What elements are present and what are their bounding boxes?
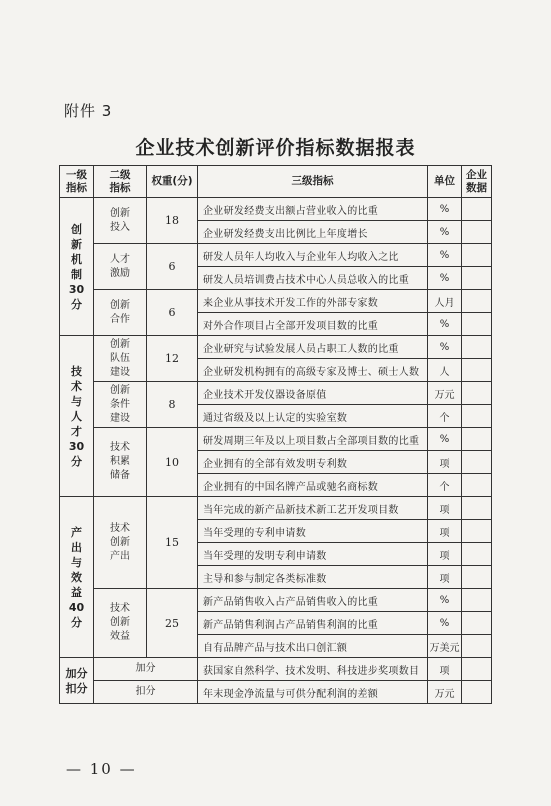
indicator-cell: 企业研发经费支出比例比上年度增长 xyxy=(198,221,428,244)
indicator-cell: 研发人员年人均收入与企业年人均收入之比 xyxy=(198,244,428,267)
data-cell xyxy=(462,382,492,405)
unit-cell: 万元 xyxy=(428,382,462,405)
weight-cell: 8 xyxy=(147,382,198,428)
data-cell xyxy=(462,428,492,451)
unit-cell: % xyxy=(428,198,462,221)
data-cell xyxy=(462,244,492,267)
unit-cell: 项 xyxy=(428,658,462,681)
indicator-cell: 获国家自然科学、技术发明、科技进步奖项数目 xyxy=(198,658,428,681)
unit-cell: % xyxy=(428,589,462,612)
weight-cell: 18 xyxy=(147,198,198,244)
level2-cell: 技术 积累 储备 xyxy=(94,428,147,497)
indicator-cell: 研发人员培训费占技术中心人员总收入的比重 xyxy=(198,267,428,290)
unit-cell: % xyxy=(428,313,462,336)
indicator-cell: 研发周期三年及以上项目数占全部项目数的比重 xyxy=(198,428,428,451)
unit-cell: 个 xyxy=(428,474,462,497)
level1-cell: 加分 扣分 xyxy=(60,658,94,704)
data-cell xyxy=(462,543,492,566)
indicator-cell: 当年完成的新产品新技术新工艺开发项目数 xyxy=(198,497,428,520)
header-data: 企业 数据 xyxy=(462,166,492,198)
unit-cell: 项 xyxy=(428,451,462,474)
level1-cell: 产 出 与 效 益 40 分 xyxy=(60,497,94,658)
level1-cell: 创 新 机 制 30 分 xyxy=(60,198,94,336)
data-cell xyxy=(462,635,492,658)
header-row xyxy=(60,166,492,198)
header-unit: 单位 xyxy=(428,166,462,198)
data-cell xyxy=(462,451,492,474)
indicator-table xyxy=(59,165,492,704)
level2-cell: 技术 创新 产出 xyxy=(94,497,147,589)
data-cell xyxy=(462,359,492,382)
unit-cell: % xyxy=(428,612,462,635)
table-row xyxy=(60,244,492,267)
level2-cell: 技术 创新 效益 xyxy=(94,589,147,658)
unit-cell: 万美元 xyxy=(428,635,462,658)
unit-cell: 个 xyxy=(428,405,462,428)
data-cell xyxy=(462,267,492,290)
data-cell xyxy=(462,221,492,244)
indicator-cell: 年末现金净流量与可供分配利润的差额 xyxy=(198,681,428,704)
unit-cell: 项 xyxy=(428,497,462,520)
indicator-cell: 企业研发经费支出额占营业收入的比重 xyxy=(198,198,428,221)
table-row xyxy=(60,658,492,681)
unit-cell: % xyxy=(428,336,462,359)
bonus-label-cell: 扣分 xyxy=(94,681,198,704)
weight-cell: 10 xyxy=(147,428,198,497)
level1-cell: 技 术 与 人 才 30 分 xyxy=(60,336,94,497)
indicator-cell: 当年受理的发明专利申请数 xyxy=(198,543,428,566)
header-level2: 二级 指标 xyxy=(94,166,147,198)
data-cell xyxy=(462,612,492,635)
data-cell xyxy=(462,658,492,681)
indicator-cell: 来企业从事技术开发工作的外部专家数 xyxy=(198,290,428,313)
unit-cell: 项 xyxy=(428,520,462,543)
header-level3: 三级指标 xyxy=(198,166,428,198)
table-row xyxy=(60,589,492,612)
unit-cell: % xyxy=(428,267,462,290)
header-level1: 一级 指标 xyxy=(60,166,94,198)
table-row xyxy=(60,428,492,451)
data-cell xyxy=(462,405,492,428)
table-row xyxy=(60,681,492,704)
indicator-cell: 当年受理的专利申请数 xyxy=(198,520,428,543)
indicator-cell: 新产品销售利润占产品销售利润的比重 xyxy=(198,612,428,635)
data-cell xyxy=(462,520,492,543)
indicator-cell: 企业研究与试验发展人员占职工人数的比重 xyxy=(198,336,428,359)
data-cell xyxy=(462,290,492,313)
table-row xyxy=(60,290,492,313)
data-cell xyxy=(462,497,492,520)
table-row xyxy=(60,336,492,359)
unit-cell: % xyxy=(428,221,462,244)
unit-cell: % xyxy=(428,428,462,451)
weight-cell: 6 xyxy=(147,290,198,336)
indicator-cell: 新产品销售收入占产品销售收入的比重 xyxy=(198,589,428,612)
indicator-cell: 自有品牌产品与技术出口创汇额 xyxy=(198,635,428,658)
weight-cell: 12 xyxy=(147,336,198,382)
level2-cell: 创新 合作 xyxy=(94,290,147,336)
table-row xyxy=(60,497,492,520)
indicator-cell: 对外合作项目占全部开发项目数的比重 xyxy=(198,313,428,336)
level2-cell: 创新 投入 xyxy=(94,198,147,244)
weight-cell: 25 xyxy=(147,589,198,658)
unit-cell: 万元 xyxy=(428,681,462,704)
data-cell xyxy=(462,474,492,497)
page-title: 企业技术创新评价指标数据报表 xyxy=(135,137,416,159)
indicator-cell: 企业研发机构拥有的高级专家及博士、硕士人数 xyxy=(198,359,428,382)
unit-cell: 人 xyxy=(428,359,462,382)
bonus-label-cell: 加分 xyxy=(94,658,198,681)
unit-cell: 人月 xyxy=(428,290,462,313)
indicator-cell: 主导和参与制定各类标准数 xyxy=(198,566,428,589)
data-cell xyxy=(462,566,492,589)
weight-cell: 6 xyxy=(147,244,198,290)
weight-cell: 15 xyxy=(147,497,198,589)
table-body xyxy=(60,198,492,704)
data-cell xyxy=(462,198,492,221)
attachment-label: 附件 3 xyxy=(64,102,113,120)
page-number: — 10 — xyxy=(66,760,137,778)
indicator-cell: 企业拥有的全部有效发明专利数 xyxy=(198,451,428,474)
unit-cell: 项 xyxy=(428,566,462,589)
header-weight: 权重(分) xyxy=(147,166,198,198)
data-cell xyxy=(462,336,492,359)
table-row xyxy=(60,382,492,405)
level2-cell: 人才 激励 xyxy=(94,244,147,290)
level2-cell: 创新 队伍 建设 xyxy=(94,336,147,382)
data-cell xyxy=(462,313,492,336)
data-cell xyxy=(462,589,492,612)
indicator-cell: 通过省级及以上认定的实验室数 xyxy=(198,405,428,428)
unit-cell: 项 xyxy=(428,543,462,566)
indicator-cell: 企业拥有的中国名牌产品或驰名商标数 xyxy=(198,474,428,497)
data-cell xyxy=(462,681,492,704)
level2-cell: 创新 条件 建设 xyxy=(94,382,147,428)
unit-cell: % xyxy=(428,244,462,267)
table-row xyxy=(60,198,492,221)
indicator-cell: 企业技术开发仪器设备原值 xyxy=(198,382,428,405)
